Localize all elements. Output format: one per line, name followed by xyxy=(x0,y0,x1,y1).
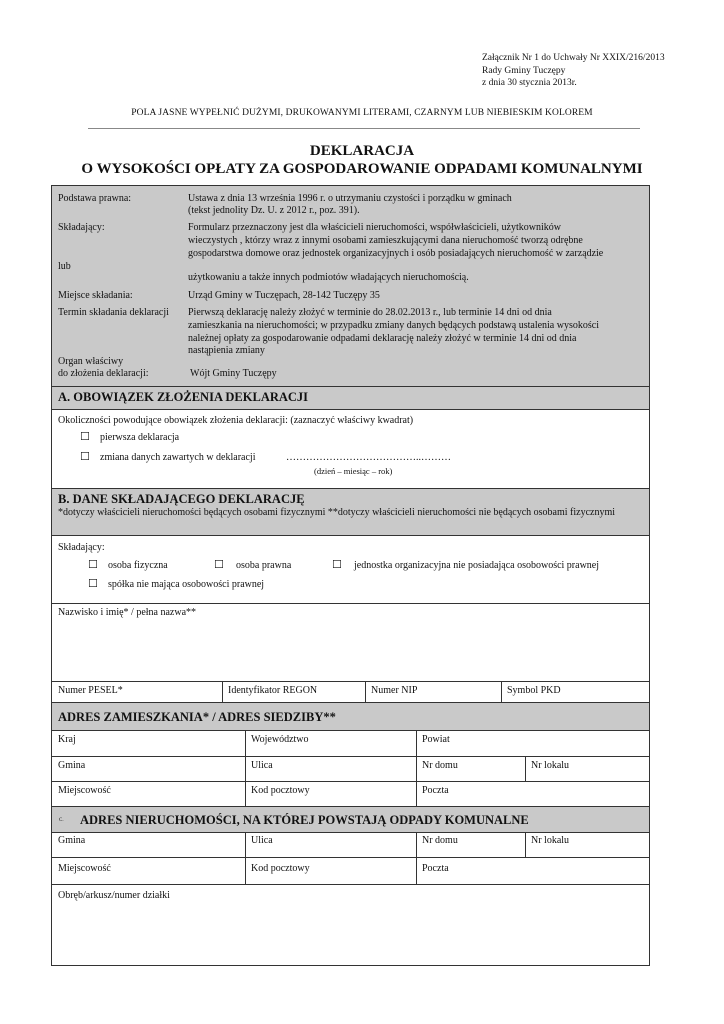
divider xyxy=(525,756,526,781)
voivodeship-field[interactable]: Województwo xyxy=(251,734,309,745)
option-data-change: zmiana danych zawartych w deklaracji xyxy=(100,452,256,463)
property-post-office-field[interactable]: Poczta xyxy=(422,863,449,874)
page-title xyxy=(0,142,724,178)
divider xyxy=(88,128,640,129)
divider xyxy=(416,832,417,884)
apartment-number-field[interactable]: Nr lokalu xyxy=(531,760,570,771)
house-number-field[interactable]: Nr domu xyxy=(422,760,458,771)
termin-text-1: Pierwszą deklarację należy złożyć w terminie do 28.02.2013 r., lub terminie 14 dni od dnia xyxy=(188,307,552,318)
divider xyxy=(52,535,649,536)
pkd-field[interactable]: Symbol PKD xyxy=(507,685,561,696)
municipality-field[interactable]: Gmina xyxy=(58,760,86,771)
declaration-form xyxy=(51,185,650,966)
date-field[interactable]: …………………………………..……… xyxy=(286,452,451,463)
podstawa-text-1: Ustawa z dnia 13 września 1996 r. o utrzymaniu czystości i porządku w gminach xyxy=(188,193,512,204)
divider xyxy=(52,832,649,833)
plot-number-field[interactable]: Obręb/arkusz/numer działki xyxy=(58,890,170,901)
option-partnership: spółka nie mająca osobowości prawnej xyxy=(108,579,265,590)
divider xyxy=(52,781,649,782)
attachment-line: Rady Gminy Tuczępy xyxy=(482,65,566,76)
divider xyxy=(525,832,526,857)
checkbox-icon[interactable]: ☐ xyxy=(88,558,98,571)
country-field[interactable]: Kraj xyxy=(58,734,76,745)
property-apartment-number-field[interactable]: Nr lokalu xyxy=(531,835,570,846)
street-field[interactable]: Ulica xyxy=(251,760,273,771)
attachment-line: Załącznik Nr 1 do Uchwały Nr XXIX/216/2013 xyxy=(482,53,665,63)
organ-label-2: do złożenia deklaracji: xyxy=(58,368,149,379)
divider xyxy=(222,681,223,702)
divider xyxy=(416,730,417,806)
termin-text-2: zamieszkania na nieruchomości; w przypadku zmiany danych będących podstawą ustalenia wysokości xyxy=(188,320,599,331)
divider xyxy=(52,730,649,731)
regon-field[interactable]: Identyfikator REGON xyxy=(228,685,318,696)
attachment-note xyxy=(482,52,665,90)
checkbox-icon[interactable]: ☐ xyxy=(88,577,98,590)
nip-field[interactable]: Numer NIP xyxy=(371,685,418,696)
podstawa-label: Podstawa prawna: xyxy=(58,193,132,204)
organ-label-1: Organ właściwy xyxy=(58,356,124,367)
podstawa-text-2: (tekst jednolity Dz. U. z 2012 r., poz. 391). xyxy=(188,205,360,216)
skladajacy-text-2: wieczystych , którzy wraz z innymi osobami zamieszkującymi dana nieruchomość tworzą odrębne xyxy=(188,235,583,246)
divider xyxy=(501,681,502,702)
divider xyxy=(52,603,649,604)
organ-text: Wójt Gminy Tuczępy xyxy=(190,368,277,379)
option-first-declaration: pierwsza deklaracja xyxy=(100,432,180,443)
property-city-field[interactable]: Miejscowość xyxy=(58,863,111,874)
divider xyxy=(52,756,649,757)
city-field[interactable]: Miejscowość xyxy=(58,785,111,796)
skladajacy-text-4: użytkowaniu a także innych podmiotów władających nieruchomością. xyxy=(188,272,469,283)
skladajacy-type-label: Składający: xyxy=(58,542,105,553)
divider xyxy=(52,857,649,858)
option-legal-person: osoba prawna xyxy=(236,560,292,571)
pesel-field[interactable]: Numer PESEL* xyxy=(58,685,123,696)
title-line: O WYSOKOŚCI OPŁATY ZA GOSPODAROWANIE ODPADAMI KOMUNALNYMI xyxy=(81,161,643,177)
termin-label: Termin składania deklaracji xyxy=(58,307,169,318)
name-field-label[interactable]: Nazwisko i imię* / pełna nazwa** xyxy=(58,607,197,618)
fill-instruction: POLA JASNE WYPEŁNIĆ DUŻYMI, DRUKOWANYMI LITERAMI, CZARNYM LUB NIEBIESKIM KOLOREM xyxy=(131,108,593,118)
divider xyxy=(52,884,649,885)
postal-code-field[interactable]: Kod pocztowy xyxy=(251,785,310,796)
divider xyxy=(52,681,649,682)
checkbox-icon[interactable]: ☐ xyxy=(80,430,90,443)
checkbox-icon[interactable]: ☐ xyxy=(214,558,224,571)
property-municipality-field[interactable]: Gmina xyxy=(58,835,86,846)
date-hint: (dzień – miesiąc – rok) xyxy=(314,466,393,476)
section-b-header: B. DANE SKŁADAJĄCEGO DEKLARACJĘ xyxy=(58,492,305,506)
post-office-field[interactable]: Poczta xyxy=(422,785,449,796)
title-line: DEKLARACJA xyxy=(309,143,415,159)
property-header: ADRES NIERUCHOMOŚCI, NA KTÓREJ POWSTAJĄ ODPADY KOMUNALNE xyxy=(80,813,529,827)
attachment-line: z dnia 30 stycznia 2013r. xyxy=(482,78,577,88)
skladajacy-label: Składający: xyxy=(58,222,105,233)
divider xyxy=(365,681,366,702)
checkbox-icon[interactable]: ☐ xyxy=(332,558,342,571)
section-a-prompt: Okoliczności powodujące obowiązek złożenia deklaracji: (zaznaczyć właściwy kwadrat) xyxy=(58,415,414,426)
county-field[interactable]: Powiat xyxy=(422,734,450,745)
section-b-note: *dotyczy właścicieli nieruchomości będących osobami fizycznymi **dotyczy właścicieli nieruchomości nie będących osobami fizycznymi xyxy=(58,507,616,518)
option-natural-person: osoba fizyczna xyxy=(108,560,168,571)
property-street-field[interactable]: Ulica xyxy=(251,835,273,846)
miejsce-label: Miejsce składania: xyxy=(58,290,133,301)
termin-text-3: należnej opłaty za gospodarowanie odpadami deklarację należy złożyć w terminie 14 dni od dnia xyxy=(188,333,577,344)
miejsce-text: Urząd Gminy w Tuczępach, 28-142 Tuczępy 35 xyxy=(188,290,380,301)
section-a-header: A. OBOWIĄZEK ZŁOŻENIA DEKLARACJI xyxy=(58,390,309,404)
lub-label: lub xyxy=(58,261,71,272)
skladajacy-text-1: Formularz przeznaczony jest dla właścicieli nieruchomości, współwłaścicieli, użytkowników xyxy=(188,222,561,233)
termin-text-4: nastąpienia zmiany xyxy=(188,345,265,356)
skladajacy-text-3: gospodarstwa domowe oraz jednostek organizacyjnych i osób posiadających nieruchomość w zarządzie xyxy=(188,248,604,259)
divider xyxy=(245,832,246,884)
option-organizational-unit: jednostka organizacyjna nie posiadająca osobowości prawnej xyxy=(354,560,600,571)
property-postal-code-field[interactable]: Kod pocztowy xyxy=(251,863,310,874)
section-c-marker: C. xyxy=(59,818,64,823)
divider xyxy=(52,409,649,410)
checkbox-icon[interactable]: ☐ xyxy=(80,450,90,463)
divider xyxy=(245,730,246,806)
property-house-number-field[interactable]: Nr domu xyxy=(422,835,458,846)
address-header: ADRES ZAMIESZKANIA* / ADRES SIEDZIBY** xyxy=(58,710,336,724)
